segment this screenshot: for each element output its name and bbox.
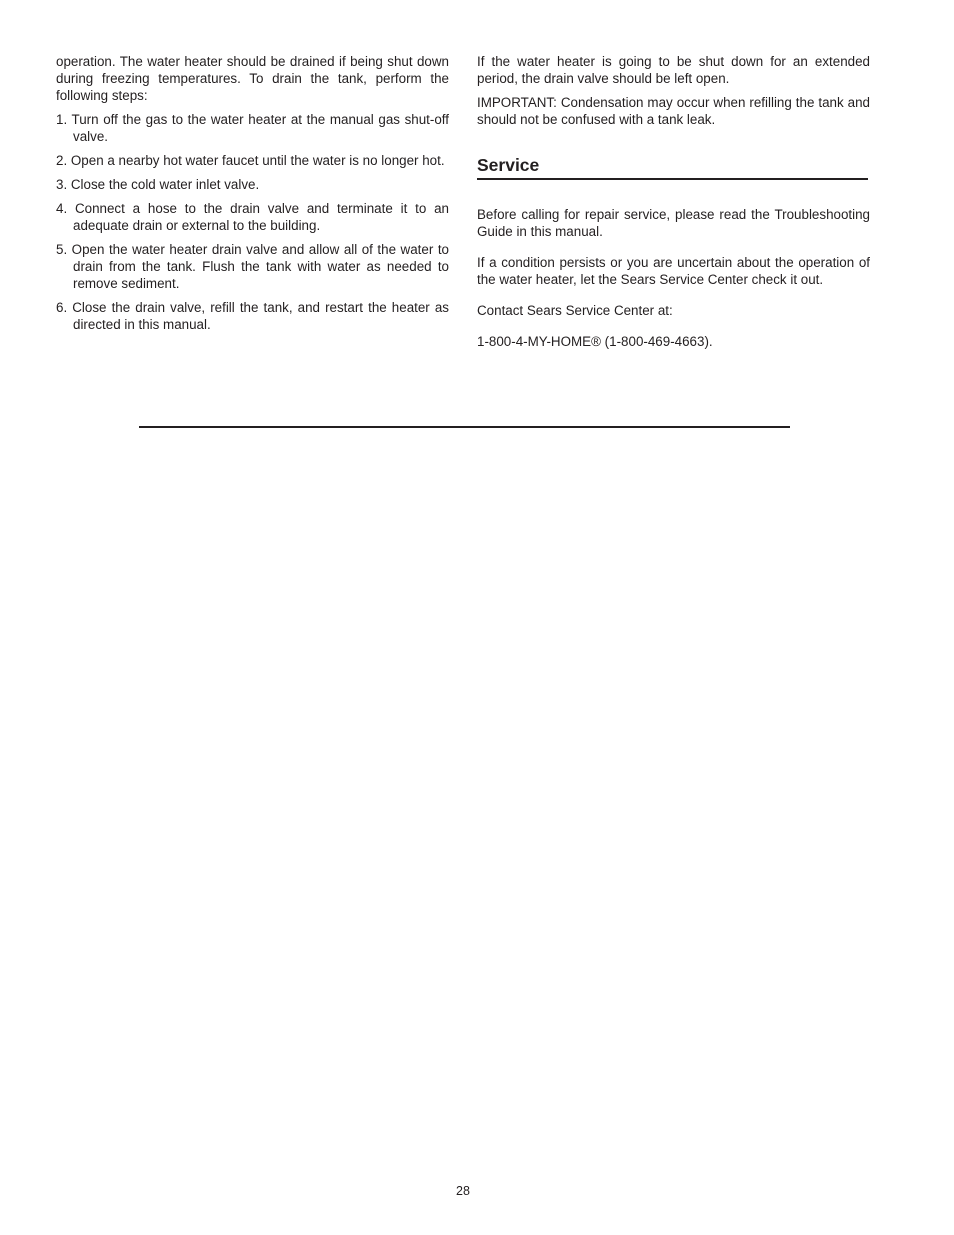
drain-step-1: 1. Turn off the gas to the water heater at the manual gas shut-off valve. <box>56 112 449 144</box>
drain-step-3: 3. Close the cold water inlet valve. <box>56 177 260 192</box>
drain-steps-list <box>56 111 449 333</box>
drain-step-6: 6. Close the drain valve, refill the tank, and restart the heater as directed in this manual. <box>56 300 449 332</box>
important-note: IMPORTANT: Condensation may occur when refilling the tank and should not be confused with a tank leak. <box>477 95 870 127</box>
service-paragraph-condition: If a condition persists or you are uncertain about the operation of the water heater, let the Sears Service Center check it out. <box>477 255 870 287</box>
page-number: 28 <box>456 1184 470 1198</box>
service-paragraph-troubleshooting: Before calling for repair service, please read the Troubleshooting Guide in this manual. <box>477 207 870 239</box>
drain-step-2: 2. Open a nearby hot water faucet until the water is no longer hot. <box>56 153 445 168</box>
drain-intro-paragraph: operation. The water heater should be drained if being shut down during freezing temperatures. To drain the tank, perform the following steps: <box>56 54 449 103</box>
drain-step-5: 5. Open the water heater drain valve and allow all of the water to drain from the tank. Flush the tank with water as needed to remove sediment. <box>56 242 449 291</box>
drain-step-4: 4. Connect a hose to the drain valve and terminate it to an adequate drain or external to the building. <box>56 201 449 233</box>
service-paragraph-contact: Contact Sears Service Center at: <box>477 303 673 318</box>
right-column <box>477 53 870 364</box>
section-divider <box>139 426 790 428</box>
left-column <box>56 53 449 340</box>
service-heading: Service <box>477 154 868 180</box>
shutdown-note: If the water heater is going to be shut down for an extended period, the drain valve should be left open. <box>477 54 870 86</box>
service-phone-number: 1-800-4-MY-HOME® (1-800-469-4663). <box>477 334 713 349</box>
service-section <box>477 206 870 350</box>
